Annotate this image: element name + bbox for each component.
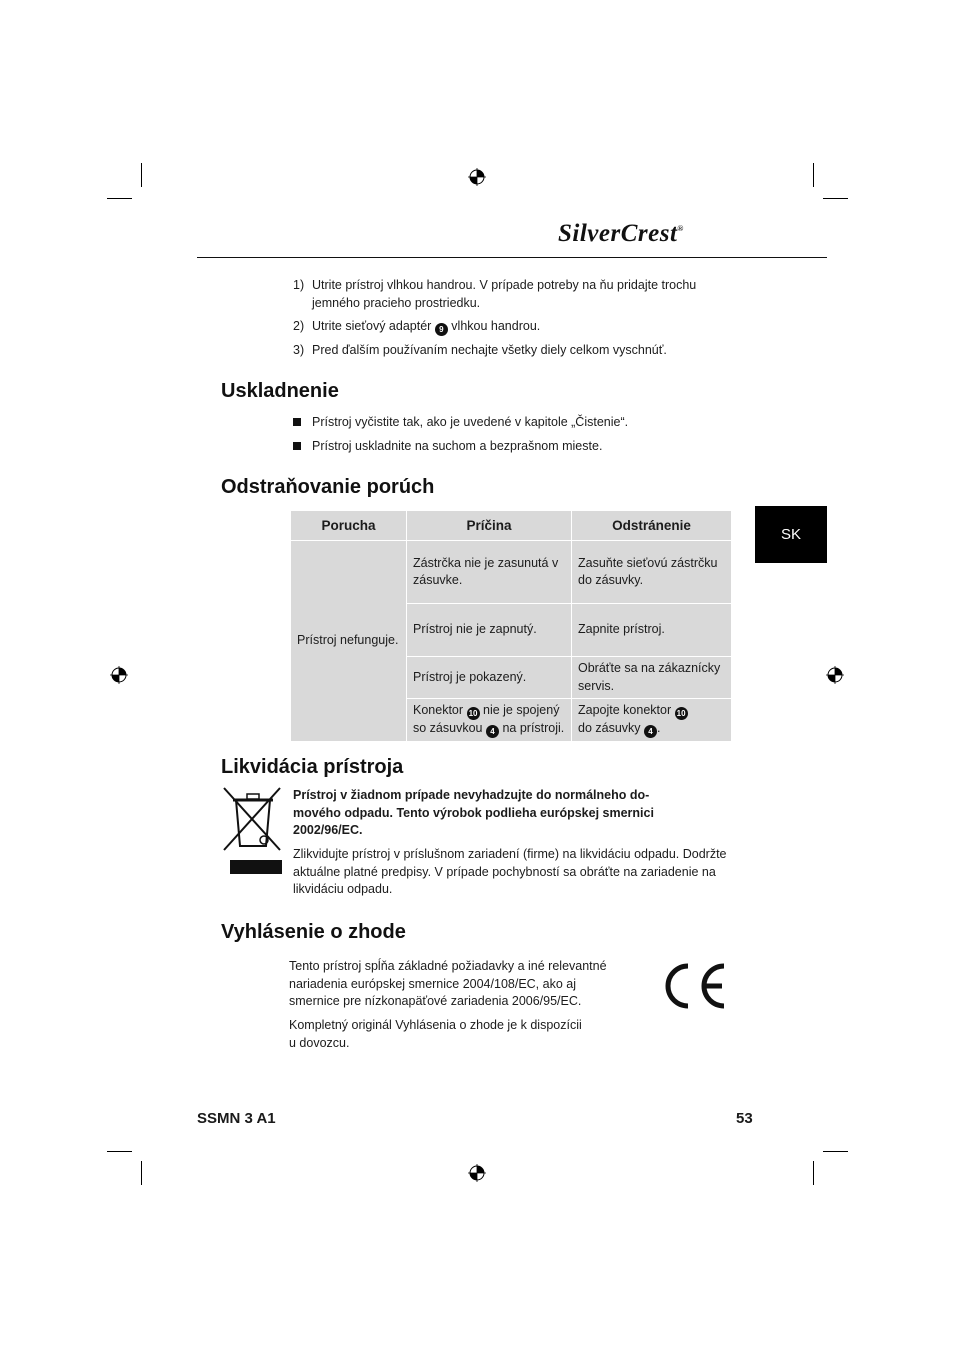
table-header: Porucha xyxy=(291,511,406,540)
crop-mark xyxy=(823,1151,848,1152)
registration-mark-icon xyxy=(826,666,844,684)
ref-number-icon: 10 xyxy=(467,707,480,720)
crop-mark xyxy=(823,198,848,199)
cleaning-step: 1) Utrite prístroj vlhkou handrou. V prípade potreby na ňu pridajte trochu jemného pracieho prostriedku. xyxy=(293,278,697,310)
cleaning-step: 2) Utrite sieťový adaptér 9 vlhkou handrou. xyxy=(293,319,541,334)
crop-mark xyxy=(107,1151,132,1152)
bullet-square-icon xyxy=(293,442,301,450)
disposal-warning: Prístroj v žiadnom prípade nevyhadzujte do normálneho do- mového odpadu. Tento výrobok podlieha európskej smernici 2002/96/EC. xyxy=(293,788,654,837)
crop-mark xyxy=(107,198,132,199)
table-cell-cause: Zástrčka nie je zasunutá v zásuvke. xyxy=(407,541,571,603)
brand-logo: SilverCrest® xyxy=(558,220,684,247)
ref-number-icon: 10 xyxy=(675,707,688,720)
table-cell-remedy: Zapnite prístroj. xyxy=(572,604,731,656)
table-header: Odstránenie xyxy=(572,511,731,540)
disposal-body: Zlikvidujte prístroj v príslušnom zariadení (firme) na likvidáciu odpadu. Dodržte aktuálne platné predpisy. V prípade pochybností sa obráťte na zariadenie na likvidáciu odpadu. xyxy=(293,847,727,896)
crop-mark xyxy=(813,163,814,187)
registration-mark-icon xyxy=(110,666,128,684)
page-number: 53 xyxy=(736,1110,753,1127)
crop-mark xyxy=(141,1161,142,1185)
section-heading-storage: Uskladnenie xyxy=(221,380,339,402)
conformity-paragraph: Kompletný originál Vyhlásenia o zhode je k dispozícii u dovozcu. xyxy=(289,1018,582,1050)
section-heading-troubleshooting: Odstraňovanie porúch xyxy=(221,476,435,498)
crop-mark xyxy=(141,163,142,187)
cleaning-step: 3) Pred ďalším používaním nechajte všetky diely celkom vyschnúť. xyxy=(293,343,667,357)
table-header: Príčina xyxy=(407,511,571,540)
registration-mark-icon xyxy=(468,168,486,186)
crossed-out-wheelie-bin-icon xyxy=(222,786,284,876)
ce-mark-icon xyxy=(658,962,728,1010)
table-cell-remedy: Zapojte konektor 10 do zásuvky 4 . xyxy=(572,699,731,741)
ref-number-icon: 9 xyxy=(435,323,448,336)
header-rule xyxy=(197,257,827,258)
footer-model: SSMN 3 A1 xyxy=(197,1110,276,1127)
ref-number-icon: 4 xyxy=(644,725,657,738)
section-heading-conformity: Vyhlásenie o zhode xyxy=(221,921,406,943)
crop-mark xyxy=(813,1161,814,1185)
table-cell-cause: Konektor 10 nie je spojený so zásuvkou 4 na prístroji. xyxy=(407,699,571,741)
table-cell-cause: Prístroj je pokazený. xyxy=(407,657,571,698)
list-item: Prístroj uskladnite na suchom a bezprašnom mieste. xyxy=(293,438,713,456)
registration-mark-icon xyxy=(468,1164,486,1182)
bullet-square-icon xyxy=(293,418,301,426)
table-cell-fault: Prístroj nefunguje. xyxy=(291,541,406,741)
table-cell-cause: Prístroj nie je zapnutý. xyxy=(407,604,571,656)
ref-number-icon: 4 xyxy=(486,725,499,738)
conformity-paragraph: Tento prístroj spĺňa základné požiadavky a iné relevantné nariadenia európskej smernice 2004/108/EC, ako aj smernice pre nízkonapäťové zariadenia 2006/95/EC. xyxy=(289,959,607,1008)
language-tab: SK xyxy=(755,506,827,563)
section-heading-disposal: Likvidácia prístroja xyxy=(221,756,404,778)
table-cell-remedy: Obráťte sa na zákaznícky servis. xyxy=(572,657,731,698)
table-cell-remedy: Zasuňte sieťovú zástrčku do zásuvky. xyxy=(572,541,731,603)
list-item: Prístroj vyčistite tak, ako je uvedené v kapitole „Čistenie“. xyxy=(293,414,713,432)
